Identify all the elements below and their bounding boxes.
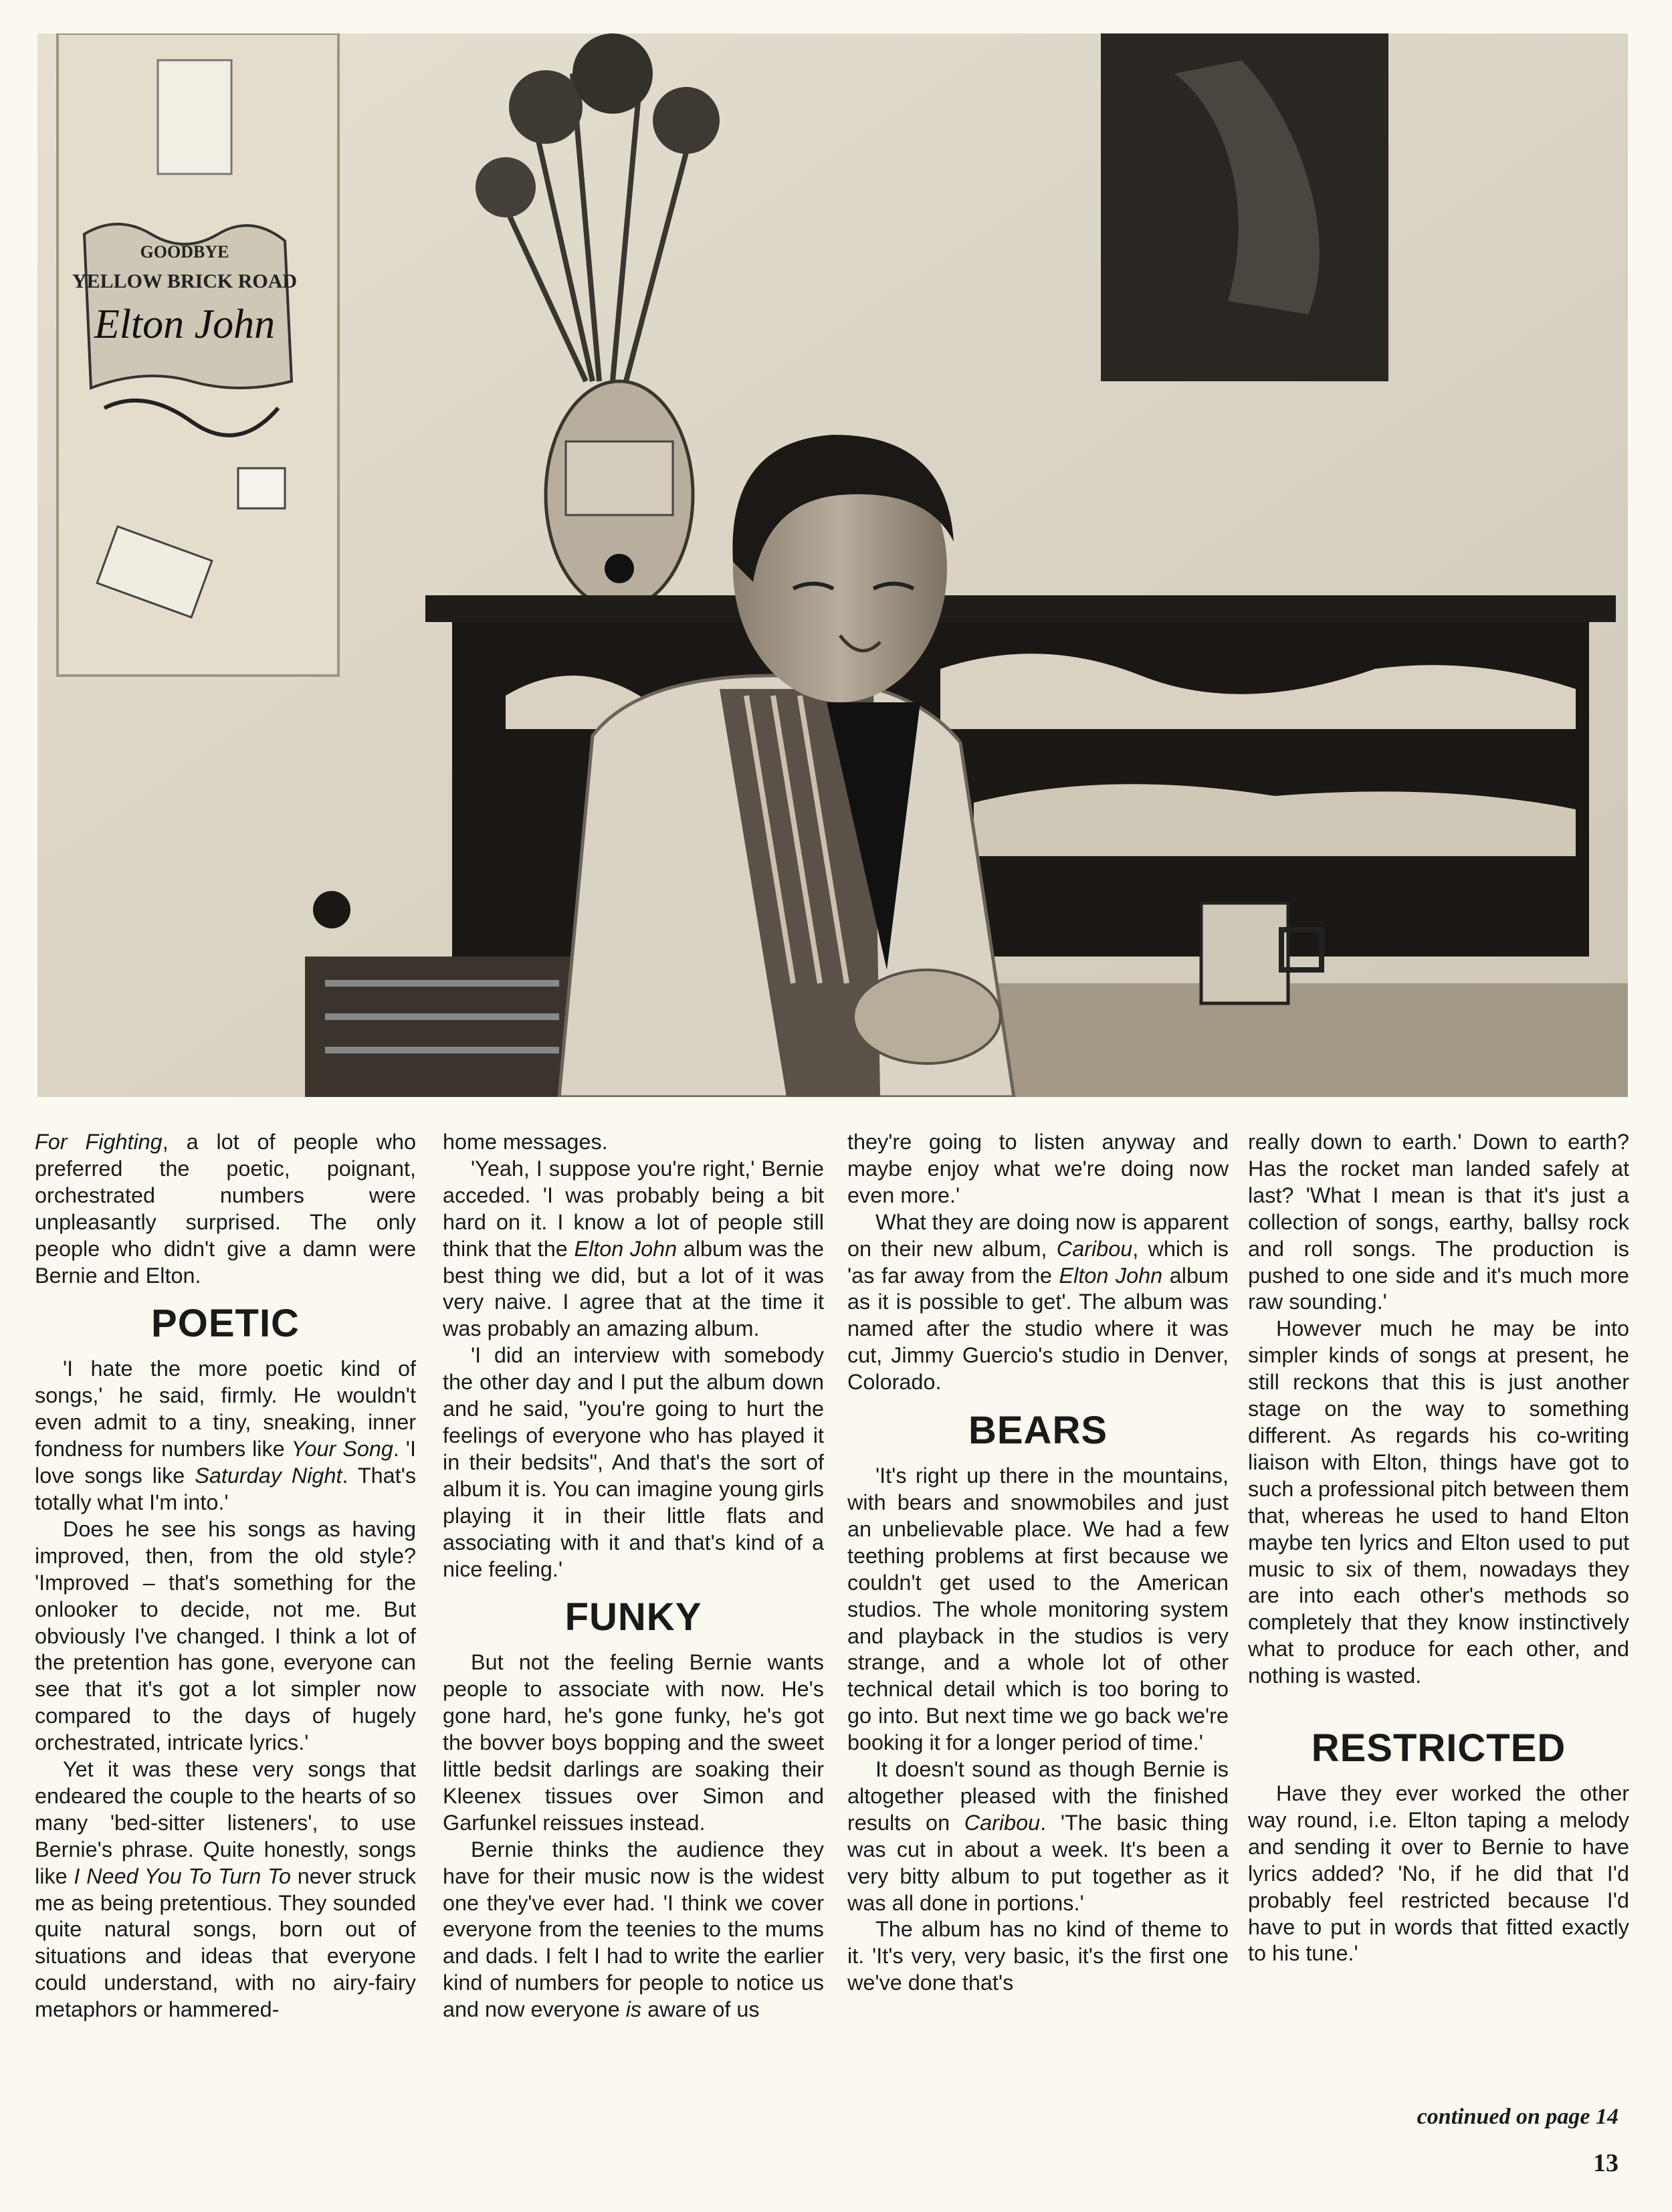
paragraph: 'I hate the more poetic kind of songs,' he said, firmly. He wouldn't even admit to a tiny, sneaking, inner fondness for numbers like Your Song. 'I love songs like Saturday Night. That's totally what I'm into.' bbox=[35, 1356, 417, 1514]
section-heading-poetic: POETIC bbox=[151, 1302, 300, 1346]
paragraph: home messages. bbox=[443, 1130, 608, 1154]
section-heading-restricted: RESTRICTED bbox=[1311, 1726, 1566, 1771]
paragraph: 'I did an interview with somebody the other day and I put the album down and he said, "you're going to hurt the feelings of everyone who has played it in their bedsits", And that's the sort of album it is. You can imagine young girls playing it in their little flats and associating with it and that's kind of a nice feeling.' bbox=[443, 1343, 824, 1581]
elton-john-poster bbox=[58, 33, 338, 676]
armchair bbox=[305, 957, 572, 1097]
interview-photo bbox=[37, 33, 1628, 1097]
paragraph: The album has no kind of theme to it. 'It's very, very basic, it's the first one we've done that's bbox=[847, 1917, 1229, 1995]
article-column-2 bbox=[443, 1129, 824, 2152]
paragraph: 'It's right up there in the mountains, with bears and snowmobiles and just an unbelievable place. We had a few teething problems at first because we couldn't get used to the American studios. The whole monitoring system and playback in the studios is very strange, and a whole lot of other technical detail which is too boring to go into. But next time we go back we're booking it for a longer period of time.' bbox=[847, 1464, 1229, 1755]
section-heading-bears: BEARS bbox=[968, 1409, 1108, 1453]
article-column-4 bbox=[1248, 1129, 1629, 2152]
article-column-3 bbox=[847, 1129, 1229, 2152]
paragraph: What they are doing now is apparent on their new album, Caribou, which is 'as far away from the Elton John album as it is possible to get'. The album was named after the studio where it was cut, Jimmy Guercio's studio in Denver, Colorado. bbox=[847, 1209, 1229, 1395]
section-heading-funky: FUNKY bbox=[564, 1595, 702, 1639]
paragraph: really down to earth.' Down to earth? Has the rocket man landed safely at last? 'What I mean is that it's just a collection of songs, earthy, ballsy rock and roll songs. The production is pushed to one side and it's much more raw sounding.' bbox=[1248, 1130, 1629, 1314]
svg-text:Elton John: Elton John bbox=[94, 302, 276, 347]
svg-text:YELLOW BRICK ROAD: YELLOW BRICK ROAD bbox=[72, 270, 298, 292]
paragraph: Bernie thinks the audience they have for their music now is the widest one they've ever had. 'I think we cover everyone from the teenies to the mums and dads. I felt I had to write the earlier kind of numbers for people to notice us and now everyone is aware of us bbox=[443, 1837, 824, 2022]
paragraph: However much he may be into simpler kinds of songs at present, he still reckons that this is just another stage on the way to something different. As regards his co-writing liaison with Elton, things have got to such a professional pitch between them that, whereas he used to hand Elton maybe ten lyrics and Elton used to put music to six of them, nowadays they are into each other's methods so completely that they know instinctively what to produce for each other, and nothing is wasted. bbox=[1248, 1316, 1629, 1688]
paragraph: Does he see his songs as having improved, then, from the old style? 'Improved – that's something for the onlooker to decide, not me. But obviously I've changed. I think a lot of the pretention has gone, everyone can see that it's got a lot simpler now compared to the days of hugely orchestrated, intricate lyrics.' bbox=[35, 1516, 416, 1755]
article-column-1 bbox=[35, 1129, 416, 2152]
paragraph: 'Yeah, I suppose you're right,' Bernie acceded. 'I was probably being a bit hard on it. I know a lot of people still think that the Elton John album was the best thing we did, but a lot of it was very naive. I agree that at the time it was probably an amazing album. bbox=[443, 1156, 824, 1341]
paragraph: Have they ever worked the other way round, i.e. Elton taping a melody and sending it over to Bernie to have lyrics added? 'No, if he did that I'd probably feel restricted because I'd have to put in words that fitted exactly to his tune.' bbox=[1248, 1781, 1629, 1966]
paragraph: It doesn't sound as though Bernie is altogether pleased with the finished results on Caribou. 'The basic thing was cut in about a week. It's been a very bitty album to put together as it was all done in portions.' bbox=[847, 1757, 1229, 1915]
continued-on-link[interactable]: continued on page 14 bbox=[1417, 2104, 1618, 2129]
photo-illustration bbox=[37, 33, 1628, 1097]
paragraph: For Fighting, a lot of people who preferred the poetic, poignant, orchestrated numbers were unpleasantly surprised. The only people who didn't give a damn were Bernie and Elton. bbox=[35, 1130, 416, 1288]
paragraph: they're going to listen anyway and maybe enjoy what we're doing now even more.' bbox=[847, 1130, 1229, 1207]
svg-text:GOODBYE: GOODBYE bbox=[140, 242, 229, 262]
mug bbox=[1201, 903, 1288, 1003]
page-number: 13 bbox=[1593, 2149, 1618, 2177]
paragraph: Yet it was these very songs that endeared the couple to the hearts of so many 'bed-sitter listeners', to use Bernie's phrase. Quite honestly, songs like I Need You To Turn To never struck me as being pretentious. They sounded quite natural songs, born out of situations and ideas that everyone could understand, with no airy-fairy metaphors or hammered- bbox=[35, 1757, 416, 2022]
paragraph: But not the feeling Bernie wants people to associate with now. He's gone hard, he's gone funky, he's got the bovver boys bopping and the sweet little bedsit darlings are soaking their Kleenex tissues over Simon and Garfunkel reissues instead. bbox=[443, 1650, 824, 1835]
